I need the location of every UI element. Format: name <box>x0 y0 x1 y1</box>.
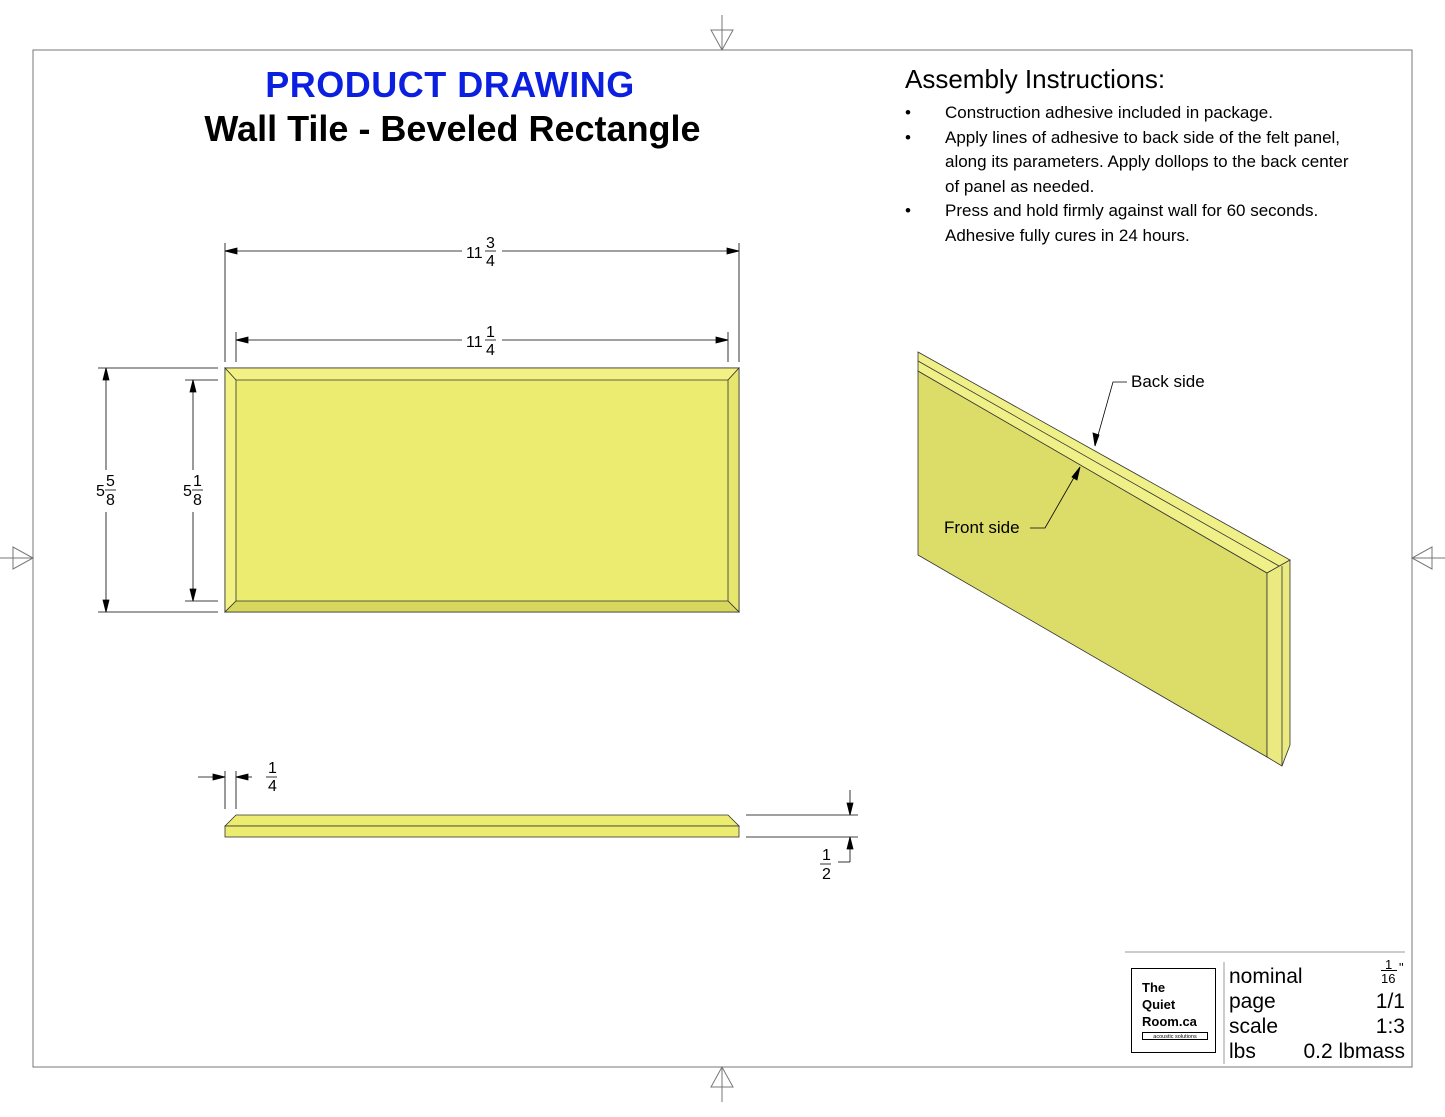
logo-line: Room.ca <box>1142 1014 1197 1029</box>
dim-inner-height-num: 1 <box>193 473 202 490</box>
dim-inner-width <box>236 332 728 362</box>
dim-outer-width-whole: 11 <box>466 245 483 262</box>
company-logo <box>1131 968 1216 1053</box>
dim-outer-width-den: 4 <box>486 253 495 270</box>
lbs-label: lbs <box>1229 1040 1256 1063</box>
dim-bevel-den: 4 <box>268 778 277 795</box>
instruction-line: Construction adhesive included in package. <box>945 103 1273 122</box>
nominal-value <box>1375 957 1405 991</box>
drawing-title: PRODUCT DRAWING <box>265 64 635 105</box>
dim-inner-height-den: 8 <box>193 492 202 509</box>
instruction-line: Press and hold firmly against wall for 60 seconds. <box>945 201 1319 220</box>
dim-inner-width-whole: 11 <box>466 334 483 351</box>
bevel-bottom <box>225 601 739 612</box>
bullet-icon: • <box>905 103 911 122</box>
dim-inner-height-whole: 5 <box>183 483 192 500</box>
instruction-item <box>905 101 1425 126</box>
center-marker-right <box>1412 547 1445 569</box>
nominal-num: 1 <box>1385 957 1393 972</box>
nominal-den: 16 <box>1381 971 1396 986</box>
dim-bevel-num: 1 <box>268 760 277 777</box>
bullet-icon: • <box>905 127 911 147</box>
iso-front-face <box>918 371 1267 757</box>
bevel-right <box>728 368 739 612</box>
title-block-row-nominal <box>1229 957 1405 991</box>
iso-side-edge <box>1267 560 1290 766</box>
lbs-value: 0.2 lbmass <box>1303 1040 1405 1063</box>
center-marker-top <box>711 15 733 50</box>
instruction-line: Apply lines of adhesive to back side of the felt panel, <box>945 127 1341 147</box>
dim-outer-height-whole: 5 <box>96 483 105 500</box>
instruction-line: of panel as needed. <box>945 176 1095 196</box>
instruction-item <box>905 126 1425 200</box>
dim-outer-width <box>225 243 739 362</box>
instruction-item <box>905 199 1425 248</box>
bevel-left <box>225 368 236 612</box>
front-view-panel <box>225 368 739 612</box>
leader-back-side <box>1093 382 1127 446</box>
dim-outer-height <box>98 368 218 612</box>
drawing-subtitle: Wall Tile - Beveled Rectangle <box>204 108 701 149</box>
side-view-panel <box>225 815 739 837</box>
dim-inner-height <box>185 380 218 601</box>
logo-line: The <box>1142 980 1166 995</box>
dim-thickness-den: 2 <box>822 866 831 883</box>
scale-label: scale <box>1229 1015 1279 1038</box>
center-marker-left <box>0 547 33 569</box>
dim-outer-height-num: 5 <box>106 473 115 490</box>
callout-back-side: Back side <box>1131 372 1205 391</box>
callout-front-side: Front side <box>944 518 1020 537</box>
dim-outer-height-den: 8 <box>106 492 115 509</box>
instruction-line: Adhesive fully cures in 24 hours. <box>945 225 1190 245</box>
scale-value: 1:3 <box>1375 1015 1405 1038</box>
dim-thickness-num: 1 <box>822 847 831 864</box>
page-value: 1/1 <box>1375 990 1405 1013</box>
bullet-icon: • <box>905 201 911 220</box>
instruction-line: along its parameters. Apply dollops to the back center <box>945 152 1349 171</box>
nominal-label: nominal <box>1229 965 1303 988</box>
logo-tagline: acoustic solutions <box>1142 1032 1208 1040</box>
dim-bevel <box>198 771 252 809</box>
bevel-top <box>225 368 739 380</box>
instructions-list <box>905 101 1425 248</box>
center-marker-bottom <box>711 1067 733 1102</box>
assembly-instructions <box>905 64 1425 248</box>
dim-inner-width-num: 1 <box>486 324 495 341</box>
page-label: page <box>1229 990 1276 1013</box>
instructions-heading: Assembly Instructions: <box>905 64 1166 94</box>
dim-thickness <box>746 790 858 862</box>
dim-inner-width-den: 4 <box>486 342 495 359</box>
dim-outer-width-num: 3 <box>486 235 495 252</box>
nominal-unit: " <box>1399 960 1404 975</box>
logo-line: Quiet <box>1142 997 1176 1012</box>
